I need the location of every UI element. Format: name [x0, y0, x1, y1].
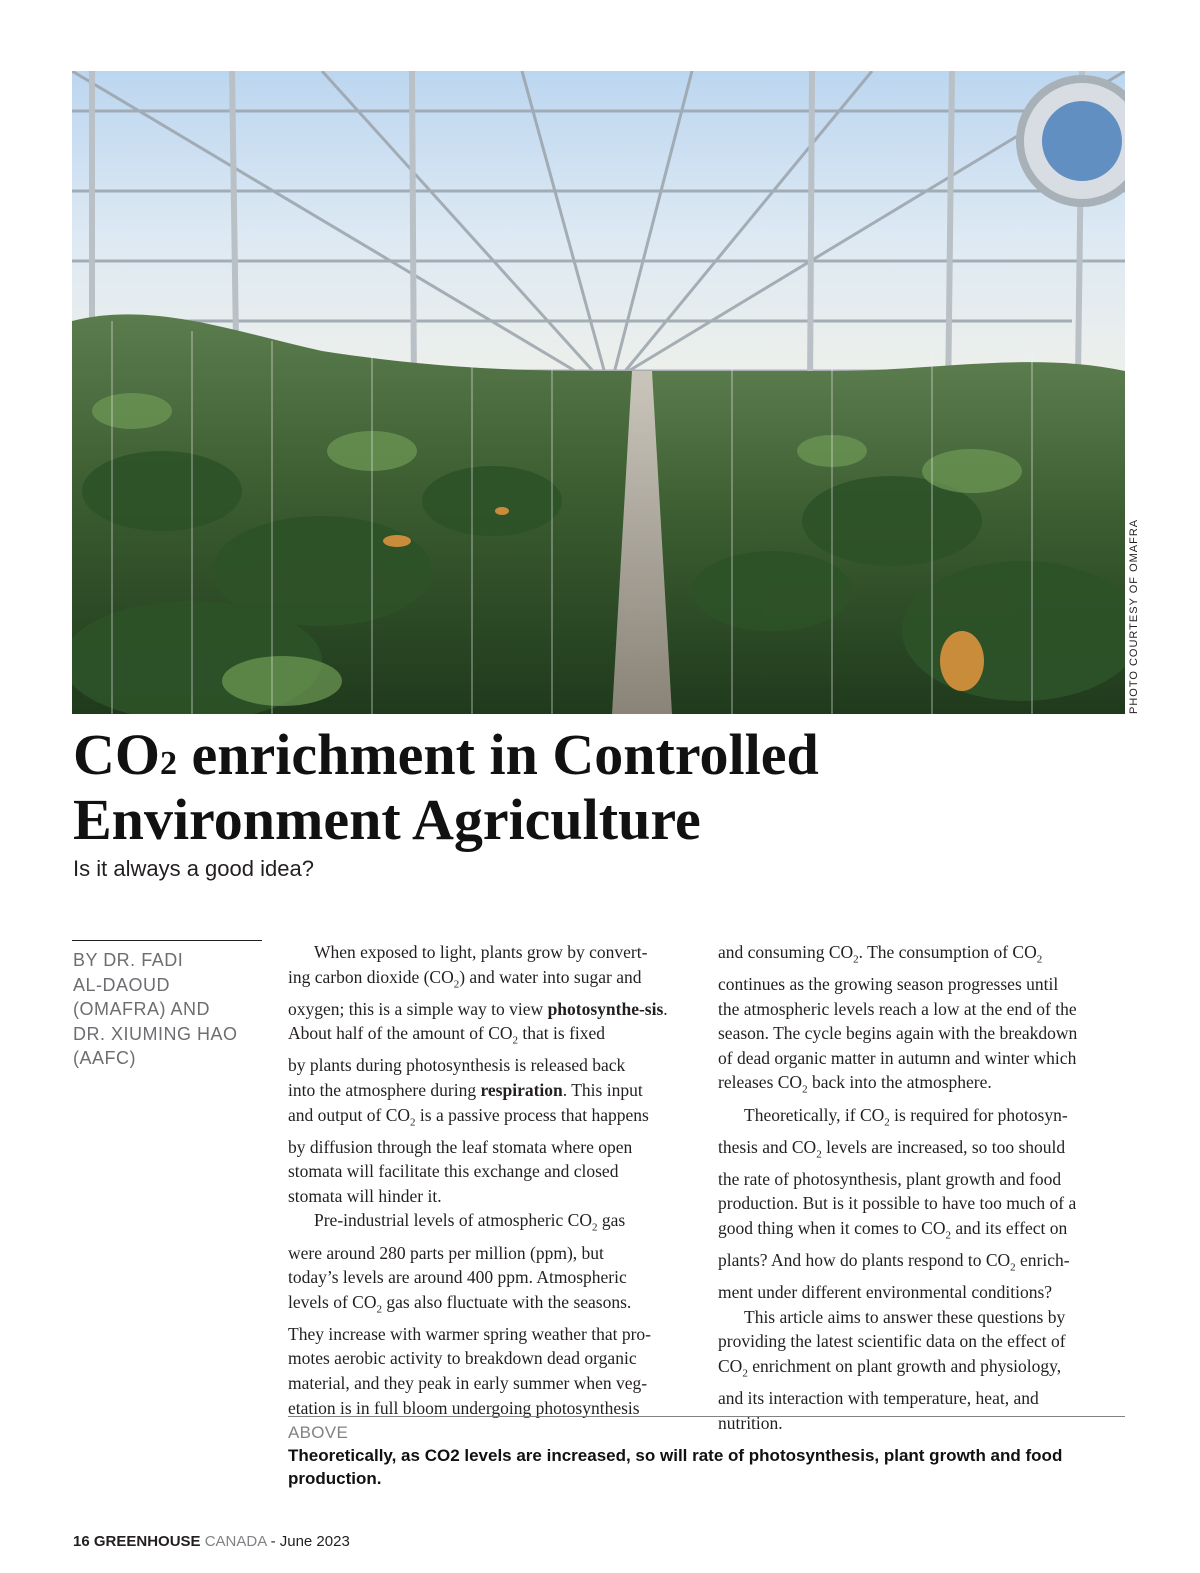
title-line1-rest: enrichment in Controlled [177, 722, 819, 787]
article-subtitle: Is it always a good idea? [73, 856, 314, 881]
body-paragraph-3: and consuming $CO_2$. The consumption of $CO_2$ continues as the growing season progresses until the atmospheric levels reach a low at the end of the season. The cycle begins again with the breakdown of dead organic matter in autumn and winter which releases $CO_2$ back into the atmosphere. [718, 942, 1078, 1096]
byline-line: BY DR. FADI [73, 950, 184, 970]
body-paragraph-4: Theoretically, if $CO_2$ is required for photosyn- thesis and $CO_2$ levels are increased, so too should the rate of photosynthesis, plant growth and food production. But is it possible to have too much of a good thing when it comes to $CO_2$ and its effect on plants? And how do plants respond to $CO_2$ enrich- ment under different environmental conditions? [718, 1104, 1077, 1303]
title-co: CO [73, 722, 160, 787]
byline-rule [72, 940, 262, 941]
body-column-right [718, 940, 1130, 1435]
byline [73, 948, 263, 1071]
body-paragraph-2: Pre-industrial levels of atmospheric $CO_2$ gas were around 280 parts per million (ppm), but today’s levels are around 400 ppm. Atmospheric levels of $CO_2$ gas also fluctuate with the seasons. They increase with warmer spring weather that pro- motes aerobic activity to breakdown dead organic material, and they peak in early summer when veg- etation is in full bloom undergoing photosynthesis [288, 1210, 651, 1418]
photo-credit: PHOTO COURTESY OF OMAFRA [1128, 518, 1140, 714]
title-line2: Environment Agriculture [73, 787, 701, 852]
caption-text: Theoretically, as CO2 levels are increased, so will rate of photosynthesis, plant growth and food production. [288, 1446, 1063, 1488]
greenhouse-photo [72, 71, 1125, 714]
caption-label: ABOVE [288, 1423, 349, 1442]
caption-rule [288, 1416, 1125, 1417]
greenhouse-photo-illustration [72, 71, 1125, 714]
byline-line: (OMAFRA) AND [73, 999, 211, 1019]
article-title [73, 722, 1073, 852]
byline-line: DR. XIUMING HAO [73, 1023, 238, 1044]
body-paragraph-1: When exposed to light, plants grow by convert- ing carbon dioxide $(CO_2)$ and water into sugar and oxygen; this is a simple way to view photosynthe-sis. About half of the amount of $CO_2$ that is fixed by plants during photosynthesis is released back into the atmosphere during respiration. This input and output of $CO_2$ is a passive process that happens by diffusion through the leaf stomata where open stomata will facilitate this exchange and closed stomata will hinder it. [288, 942, 668, 1206]
title-subscript: 2 [160, 745, 177, 782]
body-column-left [288, 940, 700, 1420]
page-footer [73, 1533, 350, 1550]
page-number: 16 [73, 1533, 90, 1550]
byline-line: (AAFC) [73, 1048, 136, 1068]
byline-line: AL-DAOUD [73, 974, 171, 995]
magazine-brand-bold: GREENHOUSE [93, 1533, 201, 1550]
magazine-brand-light: CANADA [204, 1533, 267, 1550]
body-paragraph-5: This article aims to answer these questions by providing the latest scientific data on the effect of $CO_2$ enrichment on plant growth and physiology, and its interaction with temperature, heat, and nutrition. [718, 1306, 1066, 1433]
issue-date: - June 2023 [270, 1533, 350, 1550]
